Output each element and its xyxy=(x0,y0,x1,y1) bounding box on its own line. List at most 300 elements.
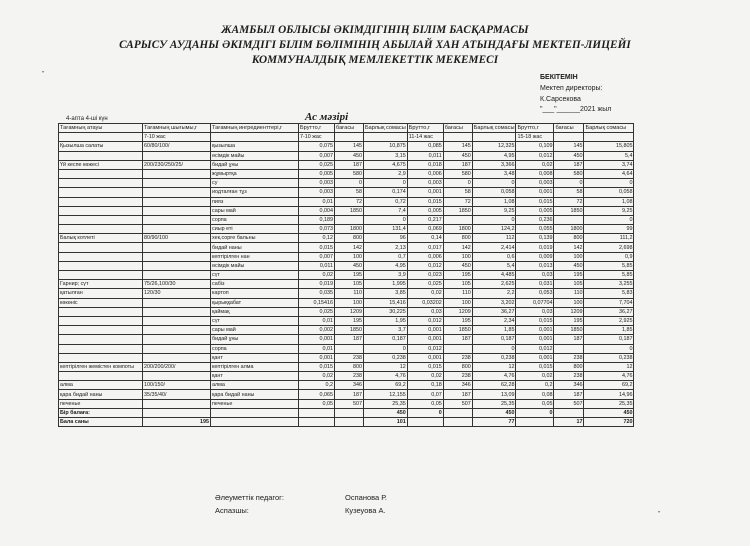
cell-value: 62,28 xyxy=(472,381,516,390)
cell-value: 142 xyxy=(554,243,584,252)
count-value: 17 xyxy=(554,418,584,427)
cell-value: 25,35 xyxy=(364,399,408,408)
cell-value: 5,4 xyxy=(472,261,516,270)
cell-value: 800 xyxy=(443,234,472,243)
cell-value: 195 xyxy=(335,271,364,280)
cell-value: 100 xyxy=(443,298,472,307)
cell-value: 0 xyxy=(472,179,516,188)
table-row xyxy=(59,179,634,188)
cell-value: 0,236 xyxy=(516,215,554,224)
cell-value: 0,18 xyxy=(407,381,443,390)
ingredient: сабіз xyxy=(211,280,299,289)
cell-value: 124,2 xyxy=(472,225,516,234)
dish-name xyxy=(59,372,143,381)
cell-value: 0,018 xyxy=(407,160,443,169)
cell-value: 450 xyxy=(443,261,472,270)
total-value: 0 xyxy=(516,408,554,417)
cell-value: 0,2 xyxy=(516,381,554,390)
cell-value: 0,187 xyxy=(472,335,516,344)
cell-value: 2,414 xyxy=(472,243,516,252)
cell-value: 507 xyxy=(443,399,472,408)
dish-yield: 80/90/100 xyxy=(143,234,211,243)
cell-value: 0,002 xyxy=(299,326,335,335)
col-header: бағасы xyxy=(335,124,364,133)
age-group: 15-18 жас xyxy=(516,133,554,142)
table-row xyxy=(59,381,634,390)
ingredient: қаймақ xyxy=(211,307,299,316)
cell-value: 0,001 xyxy=(516,188,554,197)
cell-value xyxy=(335,215,364,224)
cell-value: 195 xyxy=(443,316,472,325)
count-value: 720 xyxy=(584,418,634,427)
cell-value: 0 xyxy=(584,215,634,224)
ingredient: сүт xyxy=(211,271,299,280)
dish-name xyxy=(59,169,143,178)
cell-value: 0,189 xyxy=(299,215,335,224)
cell-value: 3,7 xyxy=(364,326,408,335)
dish-yield: 200/200/200/ xyxy=(143,362,211,371)
cell-value: 195 xyxy=(335,316,364,325)
cell-value: 0,009 xyxy=(516,252,554,261)
cell-value: 0,01 xyxy=(299,197,335,206)
cell-value: 0 xyxy=(584,344,634,353)
col-header: Брутто,г xyxy=(516,124,554,133)
cell-value: 0,72 xyxy=(364,197,408,206)
age-group: 7-10 жас xyxy=(143,133,211,142)
cell-value: 0,02 xyxy=(299,271,335,280)
ingredient: қырыққабат xyxy=(211,298,299,307)
cell-value: 0 xyxy=(335,179,364,188)
cell-value: 0,187 xyxy=(584,335,634,344)
cell-value: 0,019 xyxy=(516,243,554,252)
cell-value: 2,13 xyxy=(364,243,408,252)
col-header: Тағамның шығымы,г xyxy=(143,124,211,133)
cell-value: 187 xyxy=(335,335,364,344)
dish-name: печенье xyxy=(59,399,143,408)
dish-name: Қызылша салаты xyxy=(59,142,143,151)
cell-value: 1850 xyxy=(554,206,584,215)
dish-name xyxy=(59,316,143,325)
cell-value: 0,007 xyxy=(299,252,335,261)
footer-role-1: Әлеуметтік педагог: xyxy=(215,493,284,502)
cell-value: 3,15 xyxy=(364,151,408,160)
dish-name: қатылған xyxy=(59,289,143,298)
cell-value: 0,001 xyxy=(407,353,443,362)
cell-value: 0,006 xyxy=(407,252,443,261)
cell-value: 0,238 xyxy=(364,353,408,362)
cell-value: 187 xyxy=(554,335,584,344)
cell-value: 131,4 xyxy=(364,225,408,234)
cell-value: 187 xyxy=(443,160,472,169)
cell-value: 0,015 xyxy=(407,362,443,371)
cell-value: 0,058 xyxy=(472,188,516,197)
cell-value: 187 xyxy=(443,335,472,344)
table-row xyxy=(59,160,634,169)
ingredient: жұмыртқа xyxy=(211,169,299,178)
cell-value: 0,012 xyxy=(407,261,443,270)
cell-value: 0,08 xyxy=(516,390,554,399)
cell-value: 0,015 xyxy=(516,197,554,206)
table-row xyxy=(59,372,634,381)
cell-value: 0,065 xyxy=(299,390,335,399)
cell-value: 0,03202 xyxy=(407,298,443,307)
col-header: Тағамның ингредиенттері,г xyxy=(211,124,299,133)
cell-value: 1850 xyxy=(443,206,472,215)
cell-value: 2,2 xyxy=(472,289,516,298)
ingredient: сорпа xyxy=(211,215,299,224)
dish-yield xyxy=(143,335,211,344)
cell-value: 0,025 xyxy=(299,307,335,316)
total-label: Бір балаға: xyxy=(59,408,143,417)
cell-value: 25,35 xyxy=(584,399,634,408)
dish-name xyxy=(59,271,143,280)
cell-value: 0,003 xyxy=(299,179,335,188)
cell-value: 36,27 xyxy=(584,307,634,316)
approval-date: "___"______2021 жыл xyxy=(540,106,612,113)
cell-value: 346 xyxy=(554,381,584,390)
cell-value: 4,675 xyxy=(364,160,408,169)
dish-yield xyxy=(143,344,211,353)
cell-value: 12 xyxy=(364,362,408,371)
cell-value: 145 xyxy=(554,142,584,151)
dish-yield xyxy=(143,169,211,178)
cell-value: 0,015 xyxy=(516,362,554,371)
total-value: 450 xyxy=(472,408,516,417)
approval-role: Мектеп директоры: xyxy=(540,85,603,92)
dish-name xyxy=(59,335,143,344)
cell-value: 1209 xyxy=(443,307,472,316)
cell-value: 0,025 xyxy=(299,160,335,169)
cell-value: 145 xyxy=(335,142,364,151)
cell-value: 0,02 xyxy=(407,372,443,381)
cell-value: 238 xyxy=(554,372,584,381)
age-group-row xyxy=(59,133,634,142)
dish-yield xyxy=(143,206,211,215)
ingredient: алма xyxy=(211,381,299,390)
cell-value: 100 xyxy=(554,252,584,261)
cell-value: 7,704 xyxy=(584,298,634,307)
table-row xyxy=(59,252,634,261)
table-header-row xyxy=(59,124,634,133)
week-label: 4-апта 4-ші күн xyxy=(66,116,108,122)
cell-value: 238 xyxy=(335,353,364,362)
dish-yield xyxy=(143,197,211,206)
cell-value: 30,225 xyxy=(364,307,408,316)
total-value: 450 xyxy=(584,408,634,417)
cell-value: 2,698 xyxy=(584,243,634,252)
ingredient: бидай ұны xyxy=(211,160,299,169)
cell-value xyxy=(335,344,364,353)
cell-value: 2,34 xyxy=(472,316,516,325)
cell-value: 0,008 xyxy=(516,169,554,178)
dish-yield xyxy=(143,252,211,261)
ingredient: бидай ұны xyxy=(211,335,299,344)
cell-value: 0,007 xyxy=(299,151,335,160)
ingredient: бидай наны xyxy=(211,243,299,252)
cell-value: 100 xyxy=(443,252,472,261)
cell-value: 450 xyxy=(443,151,472,160)
cell-value: 238 xyxy=(443,353,472,362)
cell-value: 105 xyxy=(554,280,584,289)
table-row xyxy=(59,151,634,160)
cell-value: 0,02 xyxy=(516,160,554,169)
count-row xyxy=(59,418,634,427)
cell-value: 0,015 xyxy=(407,197,443,206)
table-row xyxy=(59,344,634,353)
dish-yield: 100/150/ xyxy=(143,381,211,390)
cell-value: 0,015 xyxy=(516,316,554,325)
cell-value xyxy=(443,215,472,224)
cell-value: 1800 xyxy=(443,225,472,234)
cell-value: 13,09 xyxy=(472,390,516,399)
ingredient: су xyxy=(211,179,299,188)
cell-value: 346 xyxy=(335,381,364,390)
cell-value: 0,2 xyxy=(299,381,335,390)
cell-value: 0,085 xyxy=(407,142,443,151)
dish-yield xyxy=(143,271,211,280)
cell-value: 0 xyxy=(472,344,516,353)
ingredient: сорпа xyxy=(211,344,299,353)
cell-value: 12,325 xyxy=(472,142,516,151)
table-row xyxy=(59,307,634,316)
cell-value: 0,005 xyxy=(299,169,335,178)
cell-value: 12 xyxy=(584,362,634,371)
cell-value: 0,14 xyxy=(407,234,443,243)
ingredient: сүт xyxy=(211,316,299,325)
table-row xyxy=(59,243,634,252)
cell-value: 0 xyxy=(584,179,634,188)
cell-value: 69,2 xyxy=(584,381,634,390)
cell-value: 0,217 xyxy=(407,215,443,224)
cell-value: 0,005 xyxy=(407,206,443,215)
table-row xyxy=(59,142,634,151)
table-row xyxy=(59,353,634,362)
cell-value: 25,35 xyxy=(472,399,516,408)
cell-value: 0,05 xyxy=(407,399,443,408)
col-header: Барлық сомасы xyxy=(584,124,634,133)
cell-value: 99 xyxy=(584,225,634,234)
cell-value: 0,055 xyxy=(516,225,554,234)
cell-value: 195 xyxy=(554,316,584,325)
cell-value: 4,485 xyxy=(472,271,516,280)
table-row xyxy=(59,289,634,298)
cell-value: 0,012 xyxy=(516,151,554,160)
dish-name: қара бидай наны xyxy=(59,390,143,399)
cell-value: 2,625 xyxy=(472,280,516,289)
table-row xyxy=(59,206,634,215)
count-label: Бала саны xyxy=(59,418,143,427)
cell-value: 0 xyxy=(364,344,408,353)
cell-value: 1850 xyxy=(335,326,364,335)
cell-value: 0,001 xyxy=(299,335,335,344)
cell-value: 0,013 xyxy=(516,261,554,270)
table-row xyxy=(59,188,634,197)
dish-yield xyxy=(143,261,211,270)
cell-value: 507 xyxy=(335,399,364,408)
cell-value: 0,05 xyxy=(516,399,554,408)
cell-value: 72 xyxy=(554,197,584,206)
count-value: 77 xyxy=(472,418,516,427)
cell-value: 0,9 xyxy=(584,252,634,261)
cell-value: 0,03 xyxy=(407,307,443,316)
ingredient: қант xyxy=(211,353,299,362)
cell-value: 3,366 xyxy=(472,160,516,169)
dish-name: Үй кеспе көжесі xyxy=(59,160,143,169)
cell-value: 0 xyxy=(364,179,408,188)
cell-value: 800 xyxy=(554,234,584,243)
cell-value: 580 xyxy=(335,169,364,178)
scan-mark: • xyxy=(658,510,661,516)
dish-yield xyxy=(143,326,211,335)
cell-value: 3,74 xyxy=(584,160,634,169)
ingredient: өсімдік майы xyxy=(211,151,299,160)
footer-role-2: Аспазшы: xyxy=(215,506,249,515)
cell-value: 0,05 xyxy=(299,399,335,408)
cell-value: 0,001 xyxy=(407,326,443,335)
cell-value: 58 xyxy=(554,188,584,197)
dish-name: кептірілген жемістен компоты xyxy=(59,362,143,371)
col-header: Барлық сомасы xyxy=(473,125,515,132)
ingredient: қара бидай наны xyxy=(211,390,299,399)
cell-value: 187 xyxy=(554,390,584,399)
scan-mark: • xyxy=(42,70,45,76)
cell-value: 0,187 xyxy=(364,335,408,344)
cell-value: 0,001 xyxy=(407,335,443,344)
cell-value: 0,02 xyxy=(299,372,335,381)
dish-yield: 75/26,100/30 xyxy=(143,280,211,289)
header-line-2: САРЫСУ АУДАНЫ ӘКІМДІГІ БІЛІМ БӨЛІМІНІҢ АБЫЛАЙ ХАН АТЫНДАҒЫ МЕКТЕП-ЛИЦЕЙІ xyxy=(119,39,631,51)
cell-value: 3,202 xyxy=(472,298,516,307)
cell-value: 0,7 xyxy=(364,252,408,261)
cell-value: 800 xyxy=(335,362,364,371)
cell-value: 1209 xyxy=(335,307,364,316)
header-line-3: КОММУНАЛДЫҚ МЕМЛЕКЕТТІК МЕКЕМЕСІ xyxy=(251,54,499,66)
cell-value: 0,12 xyxy=(299,234,335,243)
cell-value: 1,85 xyxy=(584,326,634,335)
dish-name xyxy=(59,197,143,206)
count-value: 195 xyxy=(143,418,211,427)
approval-name: К.Сарсекова xyxy=(540,96,581,103)
total-value: 0 xyxy=(407,408,443,417)
dish-name: Гарнир; сүт xyxy=(59,280,143,289)
dish-name xyxy=(59,344,143,353)
cell-value: 110 xyxy=(554,289,584,298)
cell-value: 0 xyxy=(554,179,584,188)
cell-value: 0,058 xyxy=(584,188,634,197)
cell-value: 5,85 xyxy=(584,261,634,270)
dish-name xyxy=(59,215,143,224)
cell-value: 72 xyxy=(335,197,364,206)
cell-value: 36,27 xyxy=(472,307,516,316)
cell-value: 3,85 xyxy=(364,289,408,298)
cell-value: 0,011 xyxy=(407,151,443,160)
cell-value: 0 xyxy=(364,215,408,224)
ingredient: сары май xyxy=(211,326,299,335)
cell-value: 0,03 xyxy=(516,307,554,316)
dish-name xyxy=(59,206,143,215)
count-value: 101 xyxy=(364,418,408,427)
cell-value: 0,01 xyxy=(299,316,335,325)
cell-value: 0,174 xyxy=(364,188,408,197)
dish-name: Балық котлеті xyxy=(59,234,143,243)
ingredient: кептірілген алма xyxy=(211,362,299,371)
dish-yield xyxy=(143,307,211,316)
cell-value: 0,075 xyxy=(299,142,335,151)
ingredient: кептірілген нан xyxy=(211,252,299,261)
table-row xyxy=(59,326,634,335)
cell-value: 0,01 xyxy=(299,344,335,353)
cell-value: 195 xyxy=(554,271,584,280)
cell-value: 0,003 xyxy=(299,188,335,197)
cell-value: 0,001 xyxy=(407,188,443,197)
cell-value: 12,155 xyxy=(364,390,408,399)
cell-value: 0,003 xyxy=(516,179,554,188)
table-row xyxy=(59,234,634,243)
dish-yield xyxy=(143,215,211,224)
table-row xyxy=(59,335,634,344)
cell-value: 1209 xyxy=(554,307,584,316)
dish-yield: 200/230/250/25/ xyxy=(143,160,211,169)
cell-value: 3,255 xyxy=(584,280,634,289)
ingredient: иодталған тұз xyxy=(211,188,299,197)
cell-value: 0,031 xyxy=(516,280,554,289)
dish-yield xyxy=(143,399,211,408)
cell-value: 0 xyxy=(472,215,516,224)
cell-value: 58 xyxy=(335,188,364,197)
approval-label: БЕКІТЕМІН xyxy=(540,74,578,81)
cell-value: 0,025 xyxy=(407,280,443,289)
cell-value: 105 xyxy=(335,280,364,289)
cell-value: 0,035 xyxy=(299,289,335,298)
dish-name xyxy=(59,307,143,316)
cell-value: 0,109 xyxy=(516,142,554,151)
cell-value: 1800 xyxy=(335,225,364,234)
cell-value xyxy=(554,215,584,224)
dish-name xyxy=(59,188,143,197)
cell-value: 14,96 xyxy=(584,390,634,399)
table-row xyxy=(59,169,634,178)
cell-value: 0,07704 xyxy=(516,298,554,307)
cell-value: 9,25 xyxy=(584,206,634,215)
cell-value: 0,017 xyxy=(407,243,443,252)
cell-value: 1,995 xyxy=(364,280,408,289)
cell-value: 0,001 xyxy=(516,335,554,344)
ingredient: печенье xyxy=(211,399,299,408)
cell-value: 0,015 xyxy=(299,243,335,252)
col-header: Барлық сомасы xyxy=(365,125,406,132)
table-row xyxy=(59,215,634,224)
cell-value: 507 xyxy=(554,399,584,408)
ingredient: қант xyxy=(211,372,299,381)
cell-value: 0,015 xyxy=(299,362,335,371)
cell-value: 142 xyxy=(335,243,364,252)
cell-value: 4,76 xyxy=(472,372,516,381)
dish-name xyxy=(59,353,143,362)
col-header: Брутто,г xyxy=(407,124,443,133)
cell-value: 450 xyxy=(554,261,584,270)
cell-value: 69,2 xyxy=(364,381,408,390)
ingredient: сиыр еті xyxy=(211,225,299,234)
cell-value: 0,02 xyxy=(407,289,443,298)
col-header: Тағамның атауы xyxy=(59,124,143,133)
cell-value: 1,95 xyxy=(364,316,408,325)
dish-yield xyxy=(143,316,211,325)
dish-yield xyxy=(143,243,211,252)
cell-value: 580 xyxy=(554,169,584,178)
cell-value: 450 xyxy=(554,151,584,160)
cell-value: 0,012 xyxy=(516,344,554,353)
cell-value: 112 xyxy=(472,234,516,243)
